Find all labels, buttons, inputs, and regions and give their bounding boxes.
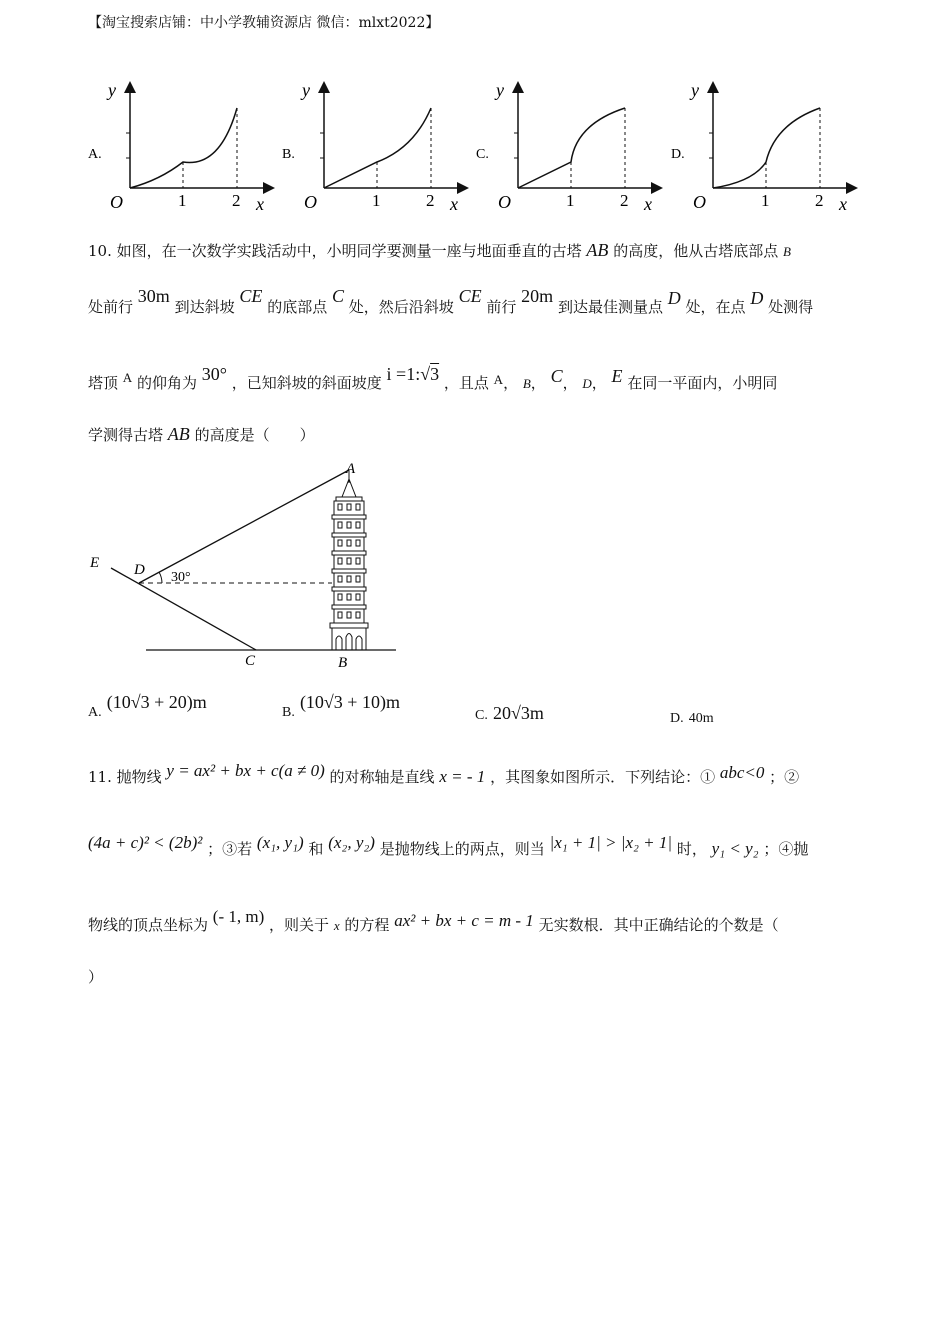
graph-c-o: O — [498, 192, 511, 212]
fig-label-b: B — [338, 655, 348, 671]
graph-a-o: O — [110, 192, 123, 212]
graph-b — [282, 80, 466, 214]
graph-b-t1: 1 — [372, 191, 381, 210]
graph-c-label: C. — [476, 147, 489, 162]
graph-d-o: O — [693, 192, 706, 212]
graph-d-label: D. — [671, 147, 685, 162]
graph-b-x: x — [450, 194, 458, 214]
graph-c — [476, 80, 660, 214]
graph-c-t2: 2 — [620, 191, 629, 210]
graph-a-t1: 1 — [178, 191, 187, 210]
q10-line4: 学测得古塔 AB 的高度是（ ） — [88, 424, 315, 444]
graph-c-y: y — [496, 80, 504, 100]
q10-option-b[interactable]: B. (10√3 + 10)m — [282, 692, 400, 720]
q11-line2: (4a + c)² < (2b)² ；③若 (x₁, y₁) 和 (x₂, y₂) 是抛物线上的两点，则当 |x₁ + 1| > |x₂ + 1| 时， y₁ < y₂ ；④抛 — [88, 833, 809, 858]
graph-a-y: y — [108, 80, 116, 100]
fig-label-c: C — [245, 653, 256, 669]
q10-option-d[interactable]: D. 40m — [670, 711, 714, 726]
q11-line4: ） — [88, 968, 104, 986]
fig-label-d: D — [134, 562, 145, 578]
graph-a-label: A. — [88, 147, 102, 162]
graph-a — [88, 80, 272, 214]
graph-b-t2: 2 — [426, 191, 435, 210]
graph-d-t1: 1 — [761, 191, 770, 210]
graph-d-y: y — [691, 80, 699, 100]
graphs-row — [80, 78, 880, 218]
page-header: 【淘宝搜索店铺：中小学教辅资源店 微信：mlxt2022】 — [88, 15, 440, 31]
pagoda-icon — [330, 470, 368, 650]
q10-line1: 10. 如图，在一次数学实践活动中，小明同学要测量一座与地面垂直的古塔 AB 的高度，他从古塔底部点 B — [88, 240, 791, 260]
graph-a-t2: 2 — [232, 191, 241, 210]
graph-b-label: B. — [282, 147, 295, 162]
q10-figure — [84, 455, 414, 675]
graph-c-x: x — [644, 194, 652, 214]
q10-line2: 处前行 30m 到达斜坡 CE 的底部点 C 处，然后沿斜坡 CE 前行 20m 到达最佳测量点 D 处，在点 D 处测得 — [88, 286, 814, 316]
fig-label-angle: 30° — [171, 570, 191, 585]
q11-line1: 11. 抛物线 y = ax² + bx + c(a ≠ 0) 的对称轴是直线 x = - 1 ，其图象如图所示．下列结论：① abc<0 ；② — [88, 761, 800, 786]
graph-d-t2: 2 — [815, 191, 824, 210]
graph-c-t1: 1 — [566, 191, 575, 210]
graph-a-x: x — [256, 194, 264, 214]
graph-b-o: O — [304, 192, 317, 212]
fig-label-e: E — [90, 555, 100, 571]
fig-label-a: A — [346, 461, 356, 477]
graph-d-x: x — [839, 194, 847, 214]
graph-b-y: y — [302, 80, 310, 100]
q10-option-a[interactable]: A. (10√3 + 20)m — [88, 692, 207, 720]
q10-option-c[interactable]: C. 20√3m — [475, 703, 544, 723]
q10-line3: 塔顶 A 的仰角为 30° ，已知斜坡的斜面坡度 i =1:√3 ，且点 A， B， C， D， E 在同一平面内，小明同 — [88, 364, 778, 392]
q11-line3: 物线的顶点坐标为 (- 1, m) ，则关于 x 的方程 ax² + bx + c = m - 1 无实数根．其中正确结论的个数是（ — [88, 907, 779, 934]
graph-d — [671, 80, 855, 214]
